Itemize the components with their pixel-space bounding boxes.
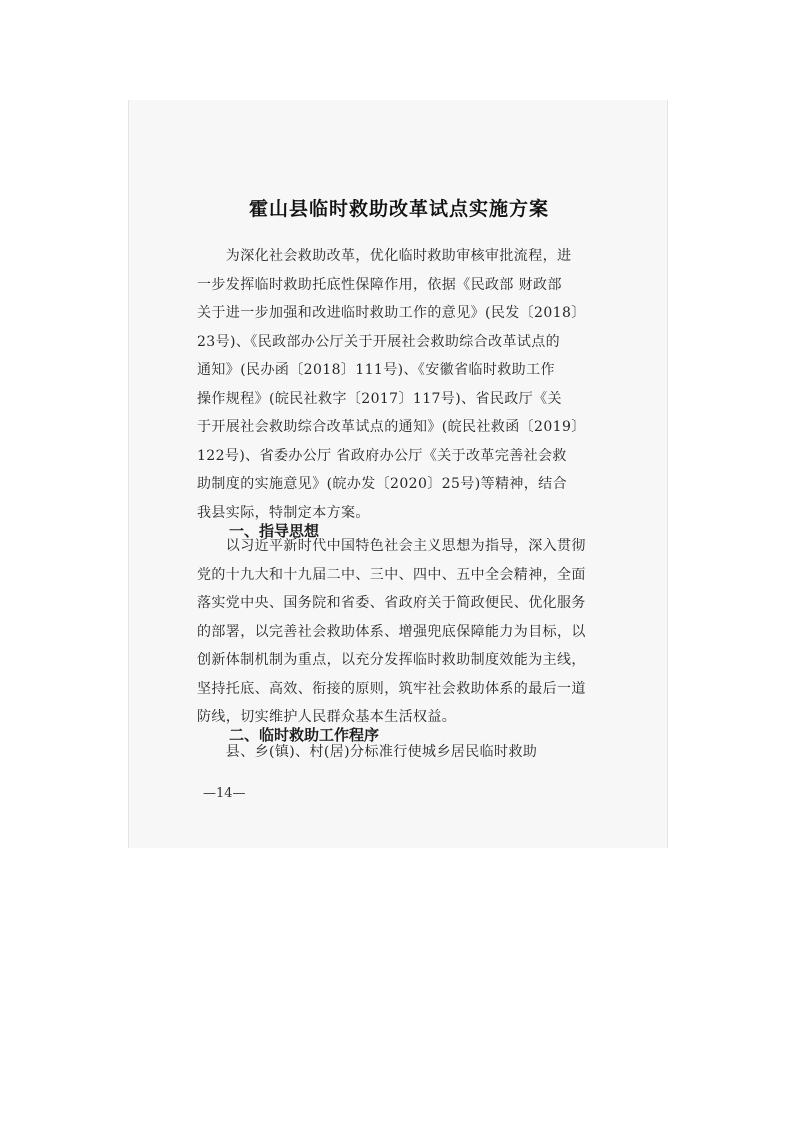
text-line: 于开展社会救助综合改革试点的通知》(皖民社救函〔2019〕 (197, 419, 586, 435)
text-line: 为深化社会救助改革，优化临时救助审核审批流程，进 (197, 248, 572, 264)
text-line: 操作规程》(皖民社救字〔2017〕117号)、省民政厅《关 (197, 390, 562, 407)
text-line: 的部署，以完善社会救助体系、增强兜底保障能力为目标，以 (197, 623, 586, 640)
text-line: 坚持托底、高效、衔接的原则，筑牢社会救助体系的最后一道 (197, 680, 586, 697)
intro-paragraph (197, 242, 607, 527)
text-line: 我县实际，特制定本方案。 (197, 504, 370, 521)
scanned-page (128, 100, 668, 848)
text-line: 23号)、《民政部办公厅关于开展社会救助综合改革试点的 (197, 333, 561, 350)
text-line: 助制度的实施意见》(皖办发〔2020〕25号)等精神，结合 (197, 476, 567, 492)
text-line: 落实党中央、国务院和省委、省政府关于简政便民、优化服务 (197, 595, 586, 611)
text-line: 县、乡(镇)、村(居)分标准行使城乡居民临时救助 (197, 744, 538, 760)
section-heading-guiding-thought: 一、指导思想 (229, 522, 320, 540)
section2-paragraph (197, 738, 607, 767)
text-line: 通知》(民办函〔2018〕111号)、《安徽省临时救助工作 (197, 362, 555, 378)
text-line: 以习近平新时代中国特色社会主义思想为指导，深入贯彻 (197, 538, 586, 554)
text-line: 创新体制机制为重点，以充分发挥临时救助制度效能为主线， (197, 652, 586, 668)
text-line: 122号)、省委办公厅 省政府办公厅《关于改革完善社会救 (197, 447, 567, 464)
text-line: 党的十九大和十九届二中、三中、四中、五中全会精神，全面 (197, 566, 586, 583)
document-title: 霍山县临时救助改革试点实施方案 (248, 198, 549, 220)
section1-paragraph (197, 532, 607, 732)
page-number: —14— (203, 786, 246, 801)
text-line: 一步发挥临时救助托底性保障作用，依据《民政部 财政部 (197, 276, 562, 293)
text-line: 关于进一步加强和改进临时救助工作的意见》(民发〔2018〕 (197, 305, 586, 321)
section-heading-work-procedure: 二、临时救助工作程序 (229, 726, 380, 744)
text-line: 防线，切实维护人民群众基本生活权益。 (197, 709, 457, 725)
